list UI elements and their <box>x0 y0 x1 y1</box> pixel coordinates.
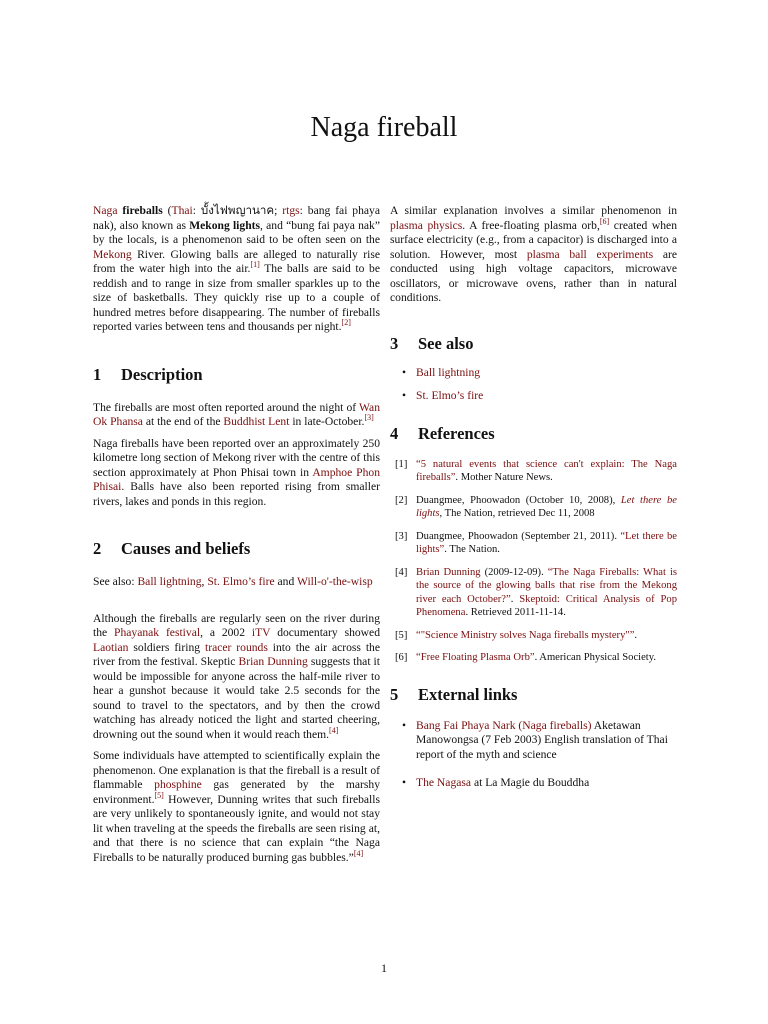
ref-2-title-link[interactable]: Let there be lights <box>416 494 677 519</box>
ref-4-skeptoid-link[interactable]: Skeptoid: Critical Analysis of Pop Phenomena <box>416 593 677 618</box>
reference-item: [1] “5 natural events that science can't explain: The Naga fireballs”. Mother Nature News. <box>395 458 677 483</box>
ref-2-link[interactable]: [2] <box>341 318 351 328</box>
ref-5-link[interactable]: [5] <box>154 790 164 800</box>
right-column <box>390 204 677 800</box>
reference-item: [5] “"Science Ministry solves Naga fireballs mystery"”. <box>395 629 638 641</box>
naga-link[interactable]: Naga <box>93 204 118 217</box>
ref-4-link[interactable]: [4] <box>329 725 339 735</box>
heading-description: 1 Description <box>93 364 203 384</box>
fireballs-bold: fireballs <box>122 204 163 217</box>
ball-lightning-link[interactable]: Ball lightning <box>137 575 202 588</box>
page-title: Naga fireball <box>310 112 458 143</box>
left-column <box>93 204 380 872</box>
reference-item: [3] Duangmee, Phoowadon (September 21, 2011). “Let there be lights”. The Nation. <box>395 530 677 555</box>
description-paragraph-2: Naga fireballs have been reported over an approximately 250 kilometre long section of Mekong river with the centre of this section approximately at Phon Phisai town in Amphoe Phon Phisai. Balls have also been reported rising from smaller rivers, lakes and ponds in this region. <box>93 436 380 508</box>
ref-6-title-link[interactable]: “Free Floating Plasma Orb” <box>416 652 535 663</box>
ref-3-title-link[interactable]: “Let there be lights” <box>416 530 677 555</box>
causes-paragraph-2: Some individuals have attempted to scientifically explain the phenomenon. One explanation is that the fireball is a result of flammable phosphine gas generated by the marshy environment.[5] However, Dunning writes that such fireballs are very unlikely to spontaneously ignite, and would not stay lit when traveling at the speeds the fireballs are seen rising at, and that there is no science that can explain “the Naga Fireballs to be naturally produced burning gas bubbles.”[4] <box>93 749 380 864</box>
references-list <box>390 458 677 665</box>
ref-3-link[interactable]: [3] <box>364 413 374 423</box>
wan-ok-phansa-link[interactable]: Wan Ok Phansa <box>93 400 380 428</box>
will-o-the-wisp-link[interactable]: Will-o'-the-wisp <box>296 575 373 588</box>
phayanak-festival-link[interactable]: Phayanak festival <box>114 626 201 639</box>
thai-link[interactable]: Thai <box>171 204 193 217</box>
tracer-rounds-link[interactable]: tracer rounds <box>205 640 268 654</box>
ref-4-author-link[interactable]: Brian Dunning <box>416 566 481 578</box>
intro-paragraph: Naga fireballs (Thai: บั้งไฟพญานาค; rtgs: bang fai phaya nak), also known as Mekong lights, and “bung fai paya nak” by the locals, is a phenomenon said to be often seen on the Mekong River. Glowing balls are alleged to naturally rise from the water high into the air.[1] The balls are said to be reddish and to range in size from smaller sparkles up to the size of basketballs. They quickly rise up to a couple of hundred metres before disappearing. The number of fireballs reported varies between tens and thousands per night.[2] <box>93 204 380 333</box>
mekong-link[interactable]: Mekong <box>93 247 132 261</box>
see-also-st-elmos-fire-link[interactable]: St. Elmo’s fire <box>416 389 484 402</box>
amphoe-phon-phisai-link[interactable]: Amphoe Phon Phisai <box>93 465 380 493</box>
see-also-ball-lightning-link[interactable]: Ball lightning <box>416 365 481 379</box>
heading-see-also: 3 See also <box>390 333 474 353</box>
external-links-list <box>390 719 677 791</box>
ref-4-title-link[interactable]: “The Naga Fireballs: What is the source of the glowing balls that rise from the Mekong river each October?” <box>416 566 678 605</box>
plasma-paragraph: A similar explanation involves a similar phenomenon in plasma physics. A free-floating plasma orb,[6] created when surface electricity (e.g., from a capacitor) is discharged into a solution. However, most plasma ball experiments are conducted using high voltage capacitors, microwave oscillators, or microwave ovens, rather than in natural conditions. <box>390 204 678 304</box>
ref-5-title-link[interactable]: “"Science Ministry solves Naga fireballs mystery"” <box>416 629 635 641</box>
ref-1-link[interactable]: [1] <box>250 260 260 270</box>
reference-item: [2] Duangmee, Phoowadon (October 10, 2008), Let there be lights, The Nation, retrieved Dec 11, 2008 <box>395 494 677 519</box>
itv-link[interactable]: iTV <box>251 626 271 639</box>
list-item <box>390 389 677 404</box>
plasma-physics-link[interactable]: plasma physics <box>390 218 463 232</box>
laotian-link[interactable]: Laotian <box>93 640 129 654</box>
page-number: 1 <box>381 961 387 975</box>
st-elmos-fire-link[interactable]: St. Elmo’s fire <box>207 575 275 588</box>
heading-causes: 2 Causes and beliefs <box>93 539 251 558</box>
rtgs-link[interactable]: rtgs <box>282 204 300 217</box>
reference-item: [6] “Free Floating Plasma Orb”. American Physical Society. <box>395 652 656 663</box>
see-also-line: See also: Ball lightning, St. Elmo’s fire and Will-o'-the-wisp <box>93 575 373 588</box>
ref-4b-link[interactable]: [4] <box>353 848 364 858</box>
description-paragraph-1: The fireballs are most often reported around the night of Wan Ok Phansa at the end of the Buddhist Lent in late-October.[3] <box>93 400 380 428</box>
buddhist-lent-link[interactable]: Buddhist Lent <box>223 415 290 428</box>
reference-item: [4] Brian Dunning (2009-12-09). “The Naga Fireballs: What is the source of the glowing balls that rise from the Mekong river each October?”. Skeptoid: Critical Analysis of Pop Phenomena. Retrieved 2011-11-14. <box>395 566 678 618</box>
heading-external-links: 5 External links <box>390 684 518 704</box>
list-item: • The Nagasa at La Magie du Bouddha <box>390 776 677 791</box>
see-also-list <box>390 366 677 404</box>
list-item: • Bang Fai Phaya Nark (Naga fireballs) Aketawan Manowongsa (7 Feb 2003) English translation of Thai report of the myth and science <box>390 719 677 763</box>
nagasa-link[interactable]: The Nagasa <box>416 776 472 789</box>
ref-1-title-link[interactable]: “5 natural events that science can't explain: The Naga fireballs” <box>416 458 677 483</box>
ref-6-link[interactable]: [6] <box>599 216 610 226</box>
phosphine-link[interactable]: phosphine <box>154 778 202 791</box>
plasma-ball-link[interactable]: plasma ball experiments <box>526 247 654 261</box>
mekong-lights-bold: Mekong lights <box>189 218 261 232</box>
causes-paragraph-1: Although the fireballs are regularly seen on the river during the Phayanak festival, a 2002 iTV documentary showed Laotian soldiers firing tracer rounds into the air across the river from the festival. Skeptic Brian Dunning suggests that it would be impossible for anyone across the half-mile river to hear a gunshot because it would take 2.5 seconds for the sound to travel to the spectators, and by then the crowd watching has already noticed the light and started cheering, drowning out the sound when it would reach them.[4] <box>93 611 380 741</box>
heading-references: 4 References <box>390 423 495 443</box>
bang-fai-link[interactable]: Bang Fai Phaya Nark (Naga fireballs) <box>416 718 592 732</box>
brian-dunning-link[interactable]: Brian Dunning <box>238 655 308 668</box>
list-item <box>390 366 677 381</box>
